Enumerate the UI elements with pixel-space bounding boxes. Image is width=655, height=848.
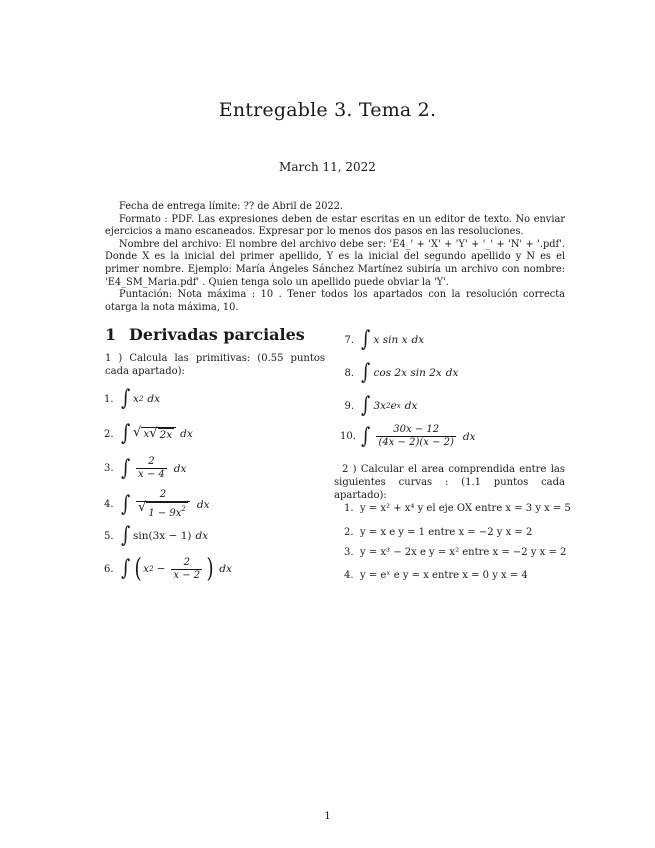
exponent: 2 [181,505,186,513]
area-text: y = x² + x⁴ y el eje OX entre x = 3 y x = 5 [360,503,571,514]
item-label: 4. [344,570,354,581]
area-item-3 [344,547,566,558]
integral-sign: ∫ [120,491,130,517]
radicand [146,502,188,520]
filename-paragraph: Nombre del archivo: El nombre del archivo debe ser: 'E4_' + 'X' + 'Y' + '_' + 'N' + '.pdf'. Donde X es la inicial del primer apellido, Y es la inicial del segundo apellido y N es el primer nombre. Ejemplo: María Ángeles Sánchez Martínez subiría un archivo con nombre: 'E4_SM_Maria.pdf' . Quien tenga solo un apellido puede obviar la 'Y'. [105,238,565,288]
question-1-text [105,352,325,378]
document-date: March 11, 2022 [279,160,376,174]
question-1-statement: 1 ) Calcula las primitivas: (0.55 puntos cada apartado): [105,353,325,377]
sqrt-expression [133,427,176,441]
numerator: 2 [148,456,155,467]
exponent: 2 [138,395,144,403]
integral-item-10 [340,424,476,449]
item-label: 2. [104,428,114,440]
integral-sign: ∫ [361,393,371,418]
integral-sign: ∫ [120,386,130,411]
integral-sign: ∫ [120,421,130,446]
differential: dx [180,428,193,440]
integral-sign: ∫ [120,556,130,581]
integral-item-2 [104,423,193,445]
item-label: 8. [344,367,354,379]
integral-item-7 [340,329,424,351]
numerator: 30x − 12 [393,424,440,435]
section-number: 1 [105,325,117,344]
term-x: x [143,563,150,575]
integral-expression [360,329,424,351]
integral-expression [120,388,161,410]
item-label: 4. [104,499,114,510]
exponent: 2 [149,565,154,573]
question-2-text [334,463,565,502]
differential: dx [147,393,161,405]
integral-item-5 [104,525,208,547]
integral-expression [120,456,187,481]
numerator: 2 [159,489,167,500]
integral-expression [120,423,193,445]
instructions-block [105,201,565,314]
differential: dx [462,430,476,443]
deadline-paragraph: Fecha de entrega límite: ?? de Abril de 2022. [119,201,344,212]
inner-radicand: 2x [159,429,173,441]
radicand-text: 1 − 9x [148,508,182,519]
integral-sign: ∫ [361,327,371,352]
section-title: Derivadas parciales [129,325,305,344]
item-label: 1. [104,393,114,405]
section-heading [105,325,305,344]
radical-sign: √ [133,425,142,440]
integrand: x sin x [373,334,408,346]
differential: dx [445,367,459,379]
fraction [171,557,202,582]
integral-expression [120,525,209,547]
item-label: 3. [104,463,114,474]
item-label: 6. [104,563,114,575]
integral-sign: ∫ [120,523,130,548]
page-number: 1 [324,811,331,822]
integral-item-4 [104,489,210,520]
format-paragraph: Formato : PDF. Las expresiones deben de estar escritas en un editor de texto. No enviar ejercicios a mano escaneados. Expresar por lo menos dos pasos en las resoluciones. [105,213,565,238]
item-label: 7. [344,334,354,346]
integrand: x [133,393,139,405]
radical-sign: √ [138,500,147,515]
item-label: 9. [344,400,354,412]
item-label: 10. [340,431,356,442]
integral-item-1 [104,388,160,410]
differential: dx [196,498,210,511]
area-item-4 [344,570,528,581]
integral-sign: ∫ [361,360,371,385]
integral-item-6 [104,556,232,582]
differential: dx [411,334,425,346]
integral-expression [360,395,417,417]
integral-item-8 [340,362,458,384]
radicand-x: x [143,428,150,440]
exponent: 2 [386,402,391,410]
term-b: e [390,400,397,412]
integral-sign: ∫ [120,455,130,481]
integrand: sin(3x − 1) [133,530,192,542]
radicand [141,427,176,441]
item-label: 1. [344,503,354,514]
differential: dx [219,563,232,575]
fraction [376,424,455,449]
differential: dx [404,400,418,412]
denominator: x − 4 [138,469,165,480]
sqrt-expression [138,502,188,520]
denominator [136,501,190,520]
term-a: 3x [373,400,387,412]
integral-expression [120,556,232,582]
differential: dx [173,462,187,475]
differential: dx [195,530,209,542]
area-item-1 [344,503,571,514]
right-paren: ) [206,554,214,584]
numerator: 2 [183,556,190,568]
integrand: cos 2x sin 2x [373,367,442,379]
left-paren: ( [134,554,142,584]
integral-sign: ∫ [361,423,371,449]
integral-item-9 [340,395,417,417]
area-text: y = eˣ e y = x entre x = 0 y x = 4 [360,570,528,581]
denominator: x − 2 [173,569,201,581]
item-label: 5. [104,530,114,542]
fraction [136,489,190,520]
radical-sign: √ [149,426,158,441]
integral-expression [120,489,210,520]
denominator: (4x − 2)(x − 2) [378,437,454,448]
minus-sign: − [156,563,166,575]
fraction [136,456,167,481]
score-paragraph: Puntación: Nota máxima : 10 . Tener todos los apartados con la resolución correcta otarga la nota máxima, 10. [105,289,565,313]
inner-sqrt [149,428,174,441]
area-text: y = x e y = 1 entre x = −2 y x = 2 [360,527,533,538]
document-title: Entregable 3. Tema 2. [218,99,437,121]
item-label: 2. [344,527,354,538]
integral-expression [360,424,476,449]
area-item-2 [344,527,532,538]
item-label: 3. [344,547,354,558]
question-2-statement: 2 ) Calcular el area comprendida entre las siguientes curvas : (1.1 puntos cada apartado): [334,464,565,501]
exponent: x [396,402,401,410]
area-text: y = x³ − 2x e y = x² entre x = −2 y x = 2 [360,547,567,558]
integral-item-3 [104,456,186,481]
integral-expression [360,362,458,384]
